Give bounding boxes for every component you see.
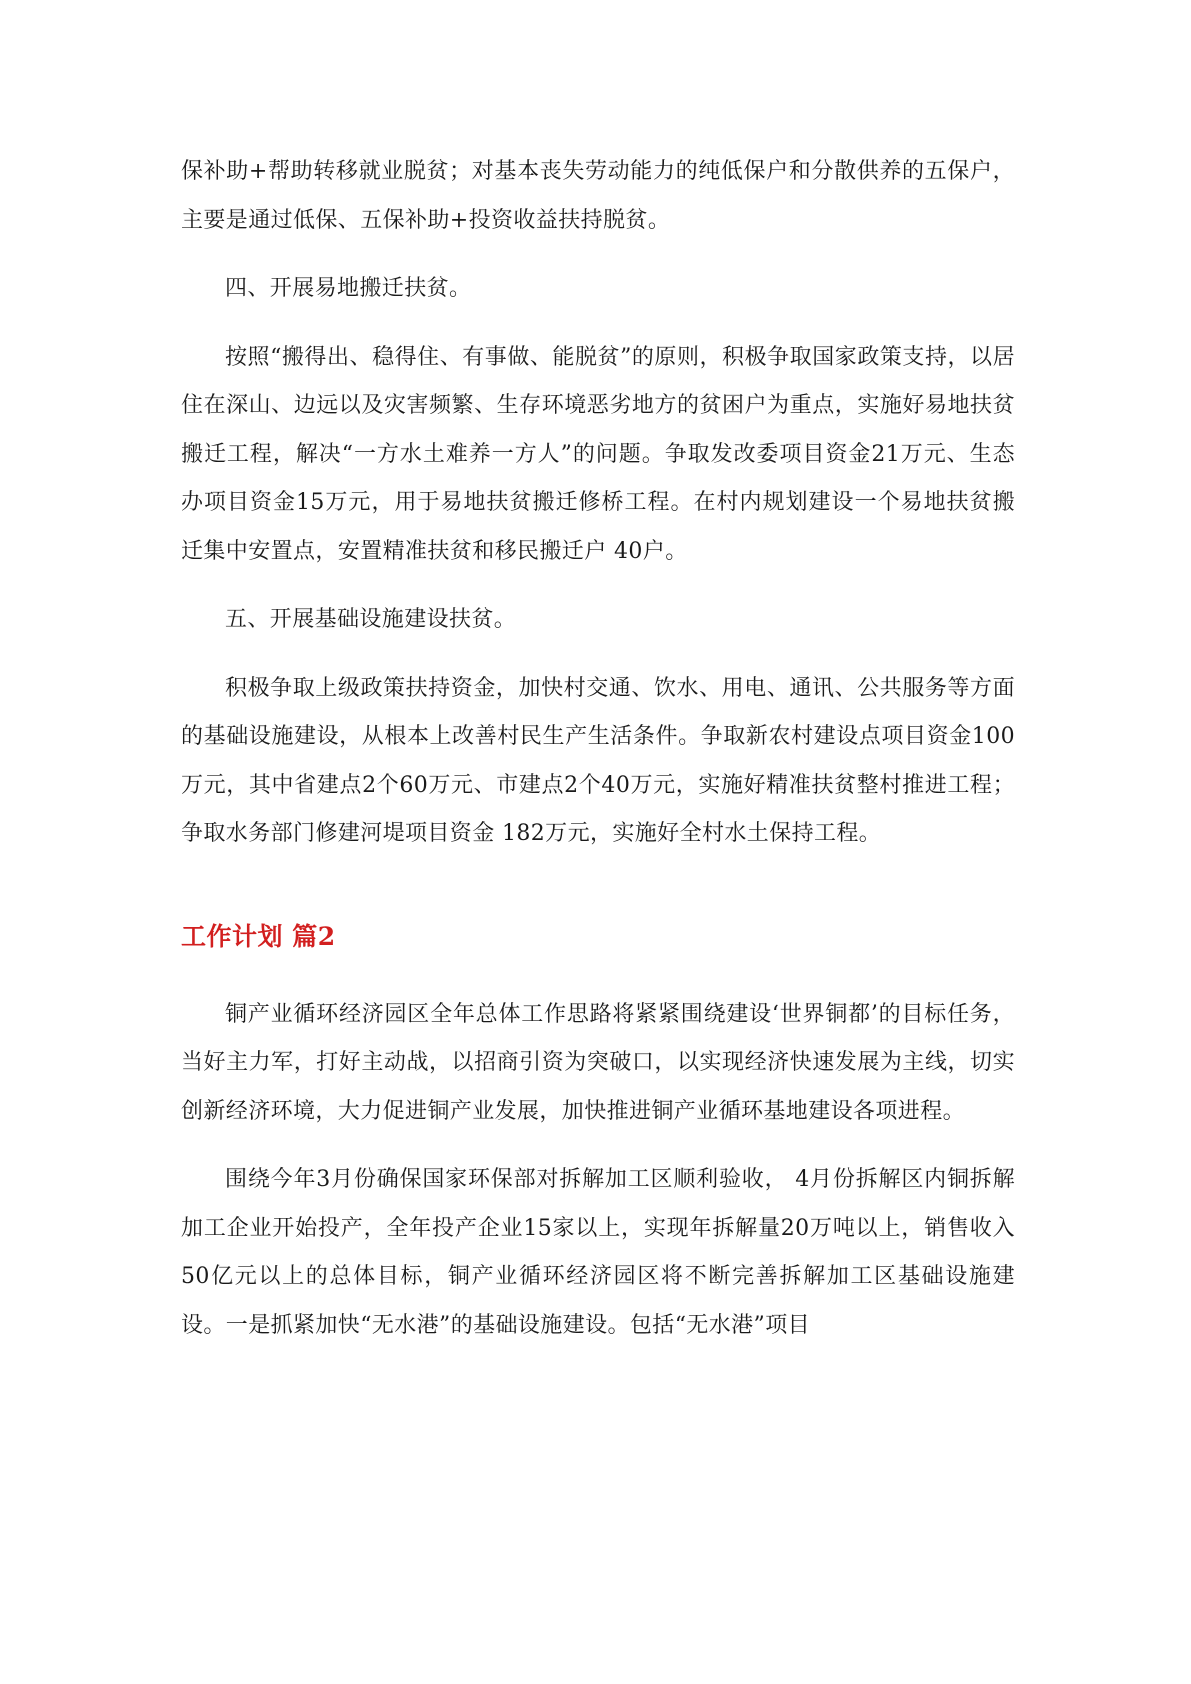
body-paragraph: 积极争取上级政策扶持资金，加快村交通、饮水、用电、通讯、公共服务等方面的基础设施建设，从根本上改善村民生产生活条件。争取新农村建设点项目资金100万元，其中省建点2个60万元、市建点2个40万元，实施好精准扶贫整村推进工程；争取水务部门修建河堤项目资金 182万元，实施好全村水土保持工程。	[181, 675, 1015, 846]
body-paragraph: 按照“搬得出、稳得住、有事做、能脱贫”的原则，积极争取国家政策支持，以居住在深山、边远以及灾害频繁、生存环境恶劣地方的贫困户为重点，实施好易地扶贫搬迁工程，解决“一方水土难养一方人”的问题。争取发改委项目资金21万元、生态办项目资金15万元，用于易地扶贫搬迁修桥工程。在村内规划建设一个易地扶贫搬迁集中安置点，安置精准扶贫和移民搬迁户 40户。	[181, 344, 1015, 564]
document-page	[181, 148, 1015, 1350]
body-paragraph: 铜产业循环经济园区全年总体工作思路将紧紧围绕建设‘世界铜都’的目标任务，当好主力军，打好主动战，以招商引资为突破口，以实现经济快速发展为主线，切实创新经济环境，大力促进铜产业发展，加快推进铜产业循环基地建设各项进程。	[181, 1001, 1015, 1124]
section-heading: 工作计划 篇2	[181, 921, 336, 951]
section-subheading: 四、开展易地搬迁扶贫。	[225, 276, 472, 301]
body-paragraph: 保补助+帮助转移就业脱贫；对基本丧失劳动能力的纯低保户和分散供养的五保户，主要是通过低保、五保补助+投资收益扶持脱贫。	[181, 159, 1015, 233]
section-subheading: 五、开展基础设施建设扶贫。	[225, 607, 517, 632]
body-paragraph: 围绕今年3月份确保国家环保部对拆解加工区顺利验收， 4月份拆解区内铜拆解加工企业开始投产，全年投产企业15家以上，实现年拆解量20万吨以上，销售收入50亿元以上的总体目标，铜产业循环经济园区将不断完善拆解加工区基础设施建设。一是抓紧加快“无水港”的基础设施建设。包括“无水港”项目	[181, 1167, 1015, 1338]
